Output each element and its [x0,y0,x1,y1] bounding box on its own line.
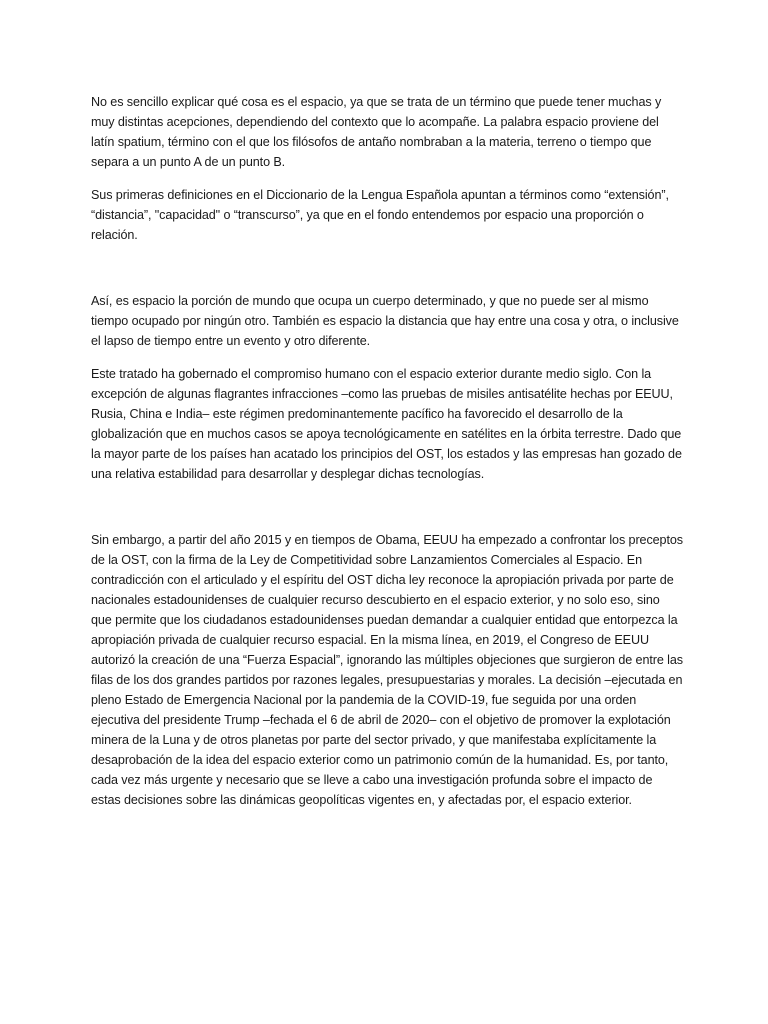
paragraph-2: Sus primeras definiciones en el Diccionario de la Lengua Española apuntan a términos como “extensión”, “distancia”, "capacidad" o “transcurso”, ya que en el fondo entendemos por espacio una proporción o relación. [91,188,669,242]
paragraph-1: No es sencillo explicar qué cosa es el espacio, ya que se trata de un término que puede tener muchas y muy distintas acepciones, dependiendo del contexto que lo acompañe. La palabra espacio proviene del latín spatium, término con el que los filósofos de antaño nombraban a la materia, terreno o tiempo que separa a un punto A de un punto B. [91,95,662,169]
paragraph-4: Este tratado ha gobernado el compromiso humano con el espacio exterior durante medio siglo. Con la excepción de algunas flagrantes infracciones –como las pruebas de misiles antisatélite hechas por EEUU, Rusia, China e India– este régimen predominantemente pacífico ha favorecido el desarrollo de la globalización que en muchos casos se apoya tecnológicamente en satélites en la órbita terrestre. Dado que la mayor parte de los países han acatado los principios del OST, los estados y las empresas han gozado de una relativa estabilidad para desarrollar y desplegar dichas tecnologías. [91,367,682,481]
paragraph-3: Así, es espacio la porción de mundo que ocupa un cuerpo determinado, y que no puede ser al mismo tiempo ocupado por ningún otro. También es espacio la distancia que hay entre una cosa y otra, o inclusive el lapso de tiempo entre un evento y otro diferente. [91,294,679,348]
paragraph-5: Sin embargo, a partir del año 2015 y en tiempos de Obama, EEUU ha empezado a confrontar los preceptos de la OST, con la firma de la Ley de Competitividad sobre Lanzamientos Comerciales al Espacio. En contradicción con el articulado y el espíritu del OST dicha ley reconoce la apropiación privada por parte de nacionales estadounidenses de cualquier recurso descubierto en el espacio exterior, y no solo eso, sino que permite que los ciudadanos estadounidenses puedan demandar a cualquier entidad que entorpezca la apropiación privada de cualquier recurso espacial. En la misma línea, en 2019, el Congreso de EEUU autorizó la creación de una “Fuerza Espacial”, ignorando las múltiples objeciones que surgieron de entre las filas de los dos grandes partidos por razones legales, presupuestarias y morales. La decisión –ejecutada en pleno Estado de Emergencia Nacional por la pandemia de la COVID-19, fue seguida por una orden ejecutiva del presidente Trump –fechada el 6 de abril de 2020– con el objetivo de promover la explotación minera de la Luna y de otros planetas por parte del sector privado, y que manifestaba explícitamente la desaprobación de la idea del espacio exterior como un patrimonio común de la humanidad. Es, por tanto, cada vez más urgente y necesario que se lleve a cabo una investigación profunda sobre el impacto de estas decisiones sobre las dinámicas geopolíticas vigentes en, y afectadas por, el espacio exterior. [91,533,683,807]
